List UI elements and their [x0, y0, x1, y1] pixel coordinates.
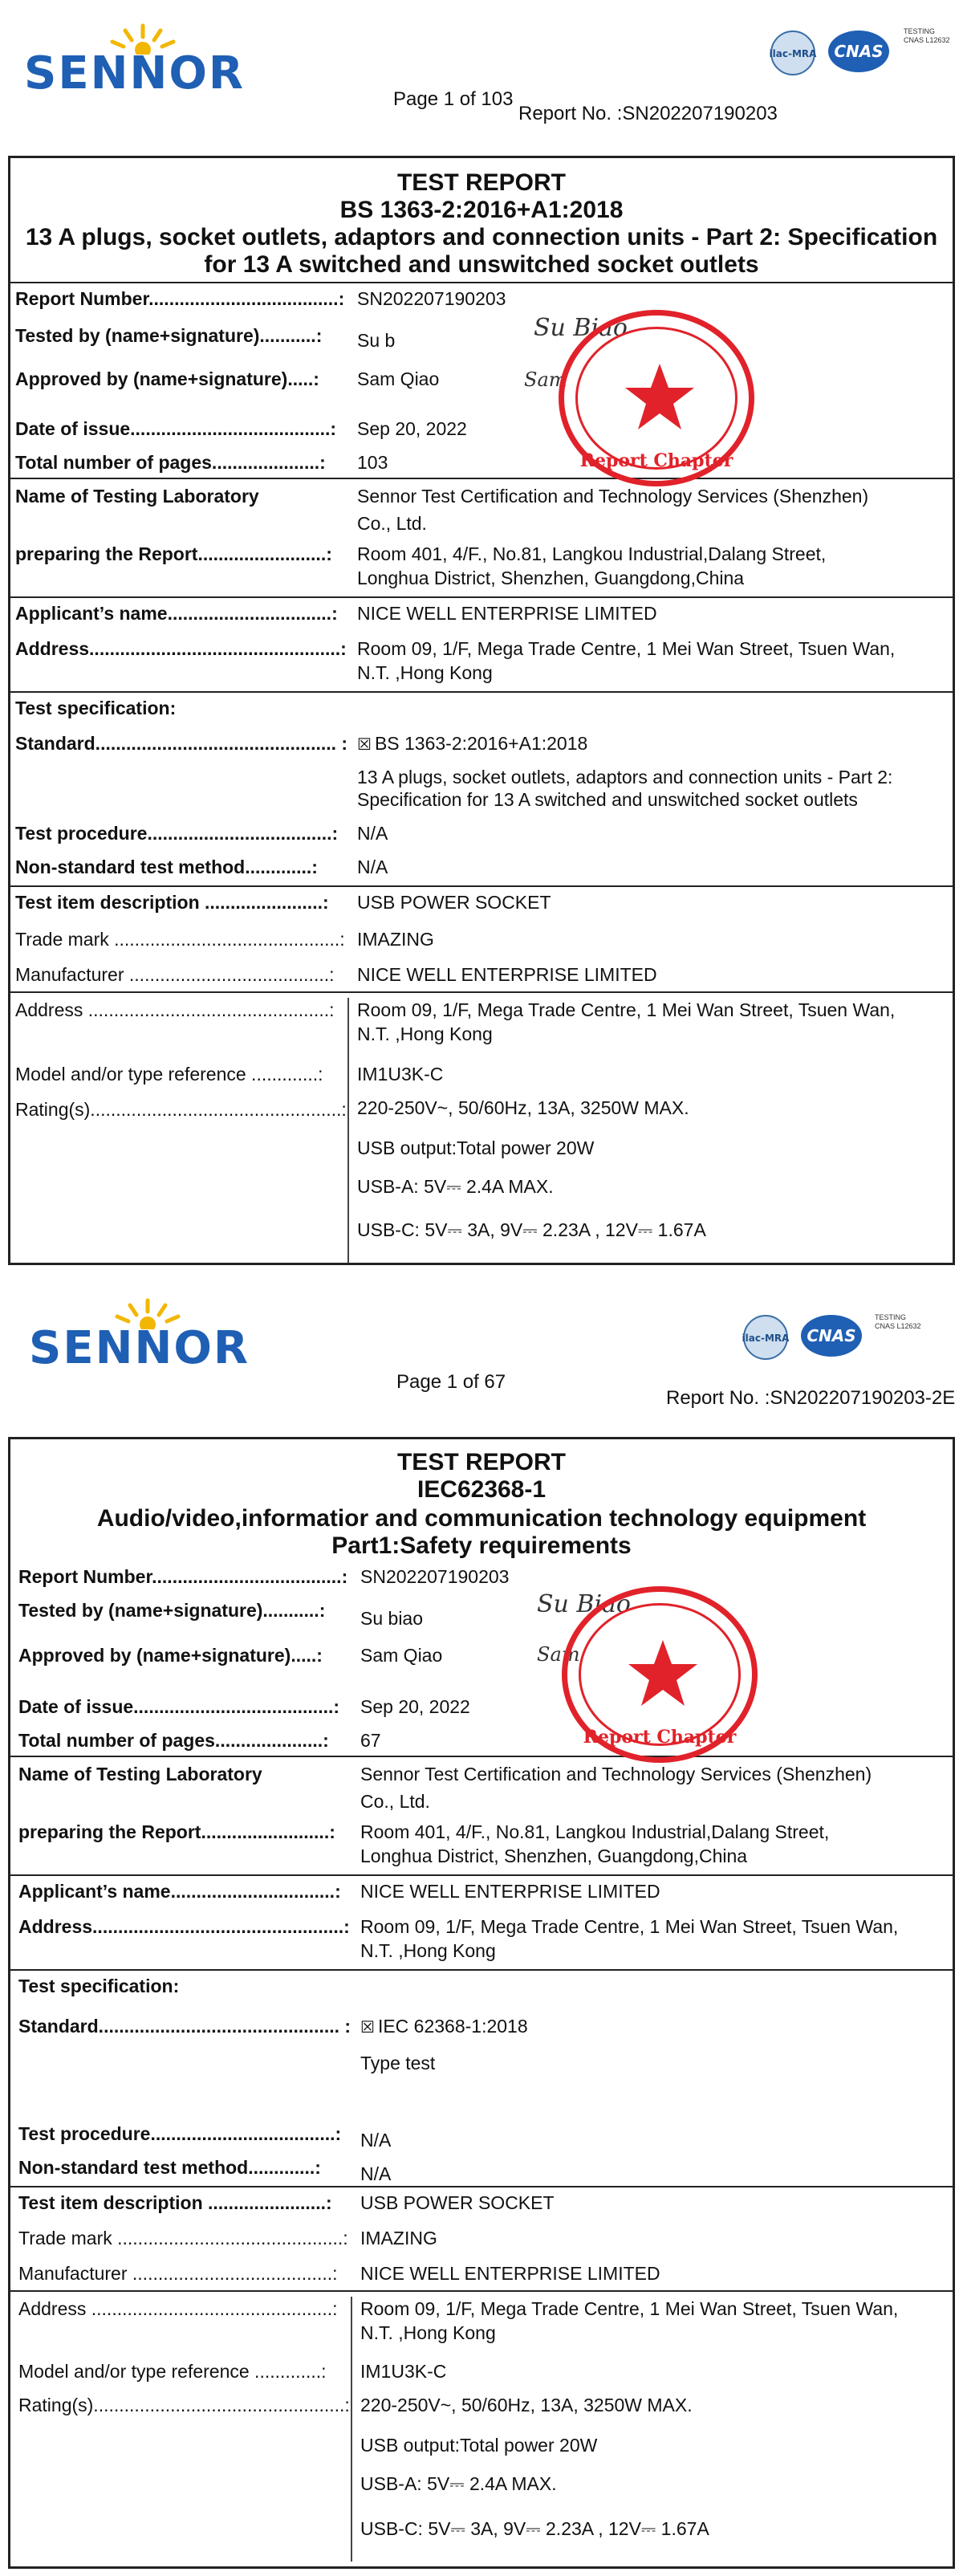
value-item-desc-2: USB POWER SOCKET: [360, 2192, 555, 2213]
value-address-1-2: Room 09, 1/F, Mega Trade Centre, 1 Mei Wan Street, Tsuen Wan,: [360, 1916, 899, 1937]
value-address-m-2: N.T. ,Hong Kong: [357, 1023, 493, 1044]
report-frame-2: [8, 1437, 955, 2569]
value-report-number: SN202207190203: [357, 288, 506, 309]
value-non-standard-2: N/A: [360, 2163, 392, 2184]
value-rating-3: USB-A: 5V⎓ 2.4A MAX.: [357, 1176, 554, 1197]
label-manufacturer-2: Manufacturer .......................................:: [18, 2263, 338, 2284]
value-address-m-1: Room 09, 1/F, Mega Trade Centre, 1 Mei Wan Street, Tsuen Wan,: [357, 999, 896, 1020]
sennor-logo: [24, 22, 246, 100]
cnas-logo: [827, 27, 899, 75]
cnas-sub-2: TESTING: [875, 1313, 907, 1321]
label-trade-mark: Trade mark ............................................:: [15, 929, 345, 950]
ilac-mra-logo: [769, 29, 817, 77]
svg-text:ilac-MRA: ilac-MRA: [769, 48, 817, 59]
label-applicant: Applicant’s name................................:: [15, 603, 338, 624]
value-non-standard: N/A: [357, 857, 388, 877]
label-procedure: Test procedure....................................:: [15, 823, 339, 844]
value-address-m-1-2: Room 09, 1/F, Mega Trade Centre, 1 Mei Wan Street, Tsuen Wan,: [360, 2298, 899, 2319]
value-lab-2-2: Co., Ltd.: [360, 1791, 430, 1812]
label-manufacturer: Manufacturer .......................................:: [15, 964, 335, 985]
report-number-header-2: Report No. :SN202207190203-2E: [666, 1387, 956, 1409]
cnas-side-text-2: [875, 1313, 921, 1331]
cnas-side-text: [904, 27, 950, 45]
brand-name-2: SENNOR: [29, 1322, 250, 1374]
value-procedure: N/A: [357, 823, 388, 844]
label-item-desc-2: Test item description .......................:: [18, 2192, 332, 2213]
label-date-2: Date of issue.......................................:: [18, 1696, 340, 1717]
label-item-desc: Test item description .......................:: [15, 892, 329, 913]
seal-chapter-text: Report Chapter: [579, 450, 733, 471]
value-lab-2: Co., Ltd.: [357, 513, 427, 534]
standard-text: BS 1363-2:2016+A1:2018: [374, 733, 588, 754]
seal-star-icon-2: [627, 1638, 699, 1707]
value-rating-3-2: USB-A: 5V⎓ 2.4A MAX.: [360, 2473, 557, 2494]
label-lab: Name of Testing Laboratory: [15, 486, 259, 507]
label-model-2: Model and/or type reference .............:: [18, 2361, 327, 2382]
value-preparing-2: Longhua District, Shenzhen, Guangdong,China: [357, 568, 745, 588]
label-address-m-2: Address ...............................................:: [18, 2298, 338, 2319]
value-standard-2: [360, 2014, 528, 2040]
label-report-number-2: Report Number.....................................:: [18, 1566, 348, 1587]
label-test-spec-2: Test specification:: [18, 1976, 180, 1996]
value-model-2: IM1U3K-C: [360, 2361, 447, 2382]
value-tested-by-2: Su biao: [360, 1608, 424, 1629]
cnas-logo-2: [799, 1312, 872, 1360]
standard-title-2: IEC62368-1: [416, 1476, 547, 1503]
label-preparing: preparing the Report.........................:: [15, 543, 332, 564]
label-lab-2: Name of Testing Laboratory: [18, 1764, 262, 1784]
value-total-pages: 103: [357, 452, 388, 473]
subtitle-line-2-2: Part1:Safety requirements: [331, 1532, 632, 1559]
label-non-standard-2: Non-standard test method.............:: [18, 2157, 321, 2178]
value-address-2-2: N.T. ,Hong Kong: [360, 1940, 496, 1961]
value-lab-1: Sennor Test Certification and Technology Services (Shenzhen): [357, 486, 869, 507]
ilac-mra-logo-2: [742, 1313, 790, 1361]
value-date: Sep 20, 2022: [357, 418, 467, 439]
label-trade-mark-2: Trade mark ............................................:: [18, 2228, 348, 2248]
value-rating-1: 220-250V~, 50/60Hz, 13A, 3250W MAX.: [357, 1097, 689, 1118]
company-seal-2: [562, 1586, 758, 1763]
value-address-1: Room 09, 1/F, Mega Trade Centre, 1 Mei Wan Street, Tsuen Wan,: [357, 638, 896, 659]
cnas-sub: TESTING: [904, 27, 936, 35]
cnas-code-2: CNAS L12632: [875, 1322, 921, 1330]
label-model: Model and/or type reference .............:: [15, 1064, 323, 1085]
svg-text:CNAS: CNAS: [834, 42, 884, 61]
value-standard-desc-2: Specification for 13 A switched and unswitched socket outlets: [357, 789, 858, 810]
value-trade-mark: IMAZING: [357, 929, 434, 950]
signature-su-biao: Su Biao: [534, 314, 628, 342]
brand-name: SENNOR: [24, 47, 246, 100]
value-rating-2-2: USB output:Total power 20W: [360, 2435, 598, 2456]
value-rating-2: USB output:Total power 20W: [357, 1137, 595, 1158]
value-standard-desc-1: 13 A plugs, socket outlets, adaptors and connection units - Part 2:: [357, 767, 893, 787]
label-address-b: Address.................................................:: [18, 1916, 350, 1937]
label-approved-by-2: Approved by (name+signature).....:: [18, 1645, 323, 1666]
checked-box-icon: ☒: [357, 736, 372, 754]
page-number-2: Page 1 of 67: [396, 1371, 506, 1393]
label-address: Address.................................................:: [15, 638, 347, 659]
value-rating-1-2: 220-250V~, 50/60Hz, 13A, 3250W MAX.: [360, 2395, 693, 2415]
label-rating-2: Rating(s).................................................:: [18, 2395, 350, 2415]
value-standard: [357, 731, 587, 757]
value-lab-1-2: Sennor Test Certification and Technology Services (Shenzhen): [360, 1764, 872, 1784]
signature-su-biao-2: Su Biao: [537, 1590, 631, 1618]
value-address-2: N.T. ,Hong Kong: [357, 662, 493, 683]
label-procedure-2: Test procedure....................................:: [18, 2123, 342, 2144]
value-total-pages-2: 67: [360, 1730, 381, 1751]
svg-text:ilac-MRA: ilac-MRA: [742, 1333, 790, 1344]
cnas-code: CNAS L12632: [904, 36, 950, 44]
label-total-pages-2: Total number of pages.....................:: [18, 1730, 329, 1751]
value-rating-4: USB-C: 5V⎓ 3A, 9V⎓ 2.23A , 12V⎓ 1.67A: [357, 1219, 706, 1240]
value-manufacturer-2: NICE WELL ENTERPRISE LIMITED: [360, 2263, 660, 2284]
value-type-test: Type test: [360, 2053, 436, 2073]
label-tested-by-2: Tested by (name+signature)...........:: [18, 1600, 326, 1621]
value-date-2: Sep 20, 2022: [360, 1696, 470, 1717]
value-approved-by: Sam Qiao: [357, 368, 440, 389]
page-number: Page 1 of 103: [393, 88, 514, 110]
value-applicant: NICE WELL ENTERPRISE LIMITED: [357, 603, 657, 624]
value-item-desc: USB POWER SOCKET: [357, 892, 551, 913]
label-standard-2: Standard............................................... :: [18, 2016, 351, 2037]
label-date: Date of issue.......................................:: [15, 418, 337, 439]
label-non-standard: Non-standard test method.............:: [15, 857, 318, 877]
label-rating: Rating(s).................................................:: [15, 1099, 347, 1120]
label-test-spec: Test specification:: [15, 698, 177, 718]
value-preparing-1: Room 401, 4/F., No.81, Langkou Industrial,Dalang Street,: [357, 543, 827, 564]
label-preparing-2: preparing the Report.........................:: [18, 1821, 335, 1842]
company-seal: [559, 310, 754, 486]
value-applicant-2: NICE WELL ENTERPRISE LIMITED: [360, 1881, 660, 1902]
standard-text-2: IEC 62368-1:2018: [377, 2016, 528, 2037]
signature-sam: Sam: [524, 368, 567, 391]
value-manufacturer: NICE WELL ENTERPRISE LIMITED: [357, 964, 657, 985]
value-preparing-1-2: Room 401, 4/F., No.81, Langkou Industrial,Dalang Street,: [360, 1821, 830, 1842]
label-applicant-2: Applicant’s name................................:: [18, 1881, 341, 1902]
value-procedure-2: N/A: [360, 2130, 392, 2151]
value-rating-4-2: USB-C: 5V⎓ 3A, 9V⎓ 2.23A , 12V⎓ 1.67A: [360, 2518, 709, 2539]
label-report-number: Report Number.....................................:: [15, 288, 345, 309]
value-address-m-2-2: N.T. ,Hong Kong: [360, 2322, 496, 2343]
value-approved-by-2: Sam Qiao: [360, 1645, 443, 1666]
report-title: TEST REPORT: [396, 169, 566, 196]
label-standard: Standard............................................... :: [15, 733, 348, 754]
value-tested-by: Su b: [357, 330, 396, 351]
subtitle-line-1: 13 A plugs, socket outlets, adaptors and connection units - Part 2: Specification: [25, 224, 938, 250]
label-total-pages: Total number of pages.....................:: [15, 452, 326, 473]
svg-text:CNAS: CNAS: [807, 1326, 856, 1345]
standard-title: BS 1363-2:2016+A1:2018: [339, 197, 624, 223]
report-title-2: TEST REPORT: [396, 1449, 566, 1475]
value-trade-mark-2: IMAZING: [360, 2228, 437, 2248]
checked-box-icon-2: ☒: [360, 2019, 375, 2037]
seal-chapter-text-2: Report Chapter: [583, 1727, 737, 1748]
sennor-logo-2: [29, 1297, 250, 1374]
label-approved-by: Approved by (name+signature).....:: [15, 368, 319, 389]
label-address-2: Address ...............................................:: [15, 999, 335, 1020]
report-frame: [8, 156, 955, 1265]
value-model: IM1U3K-C: [357, 1064, 444, 1085]
label-tested-by: Tested by (name+signature)...........:: [15, 325, 323, 346]
value-report-number-2: SN202207190203: [360, 1566, 510, 1587]
subtitle-line-1-2: Audio/video,informatior and communication technology equipment: [96, 1505, 867, 1532]
value-preparing-2-2: Longhua District, Shenzhen, Guangdong,China: [360, 1846, 748, 1866]
signature-sam-2: Sam: [537, 1643, 580, 1666]
seal-star-icon: [624, 362, 696, 431]
subtitle-line-2: for 13 A switched and unswitched socket outlets: [204, 251, 759, 278]
report-number-header: Report No. :SN202207190203: [518, 103, 778, 124]
